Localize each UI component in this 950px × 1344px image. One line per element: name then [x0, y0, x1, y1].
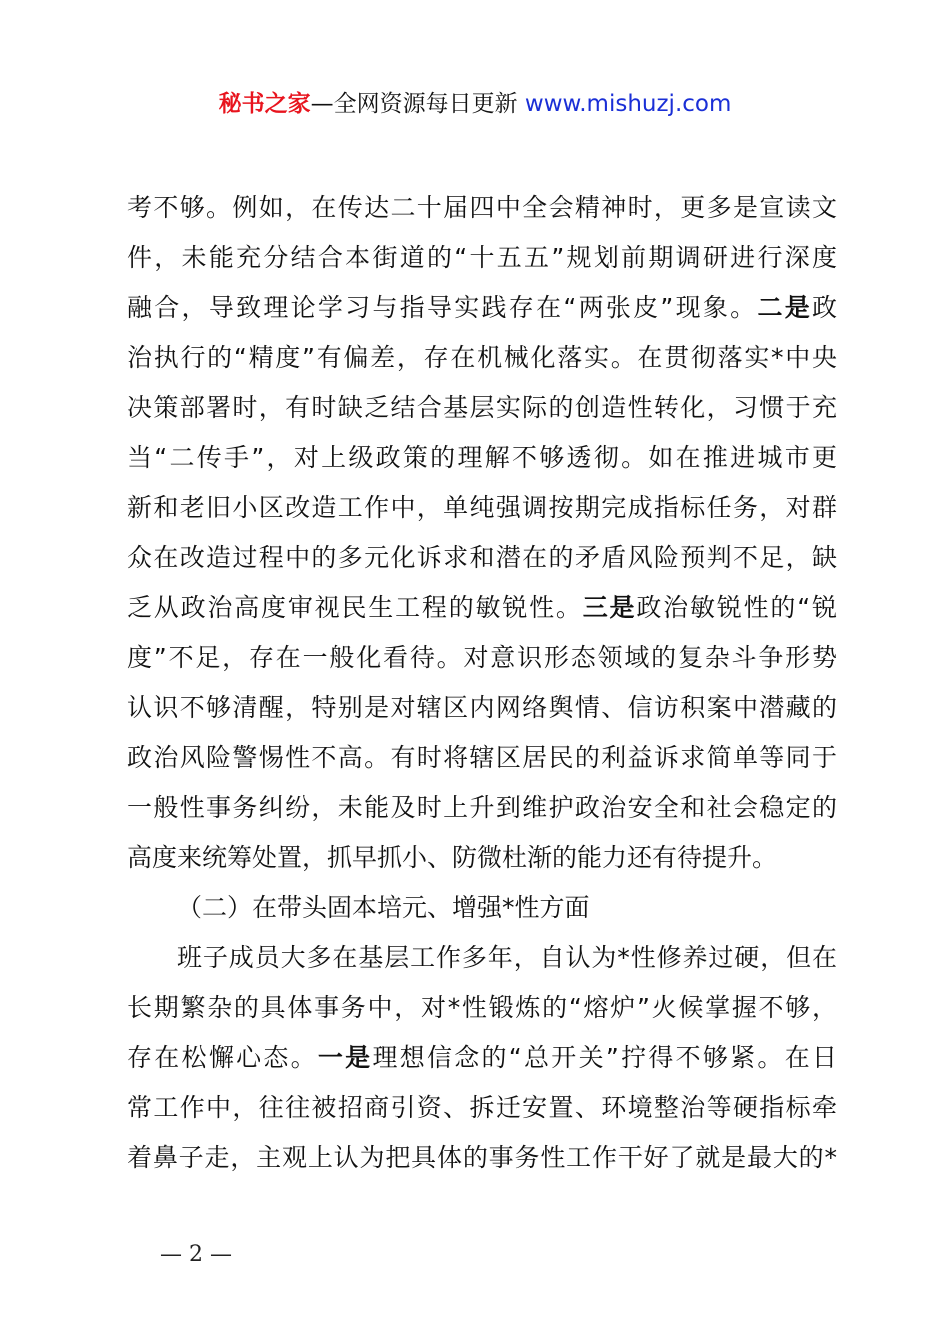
text-run: 政治敏锐性的“锐: [636, 593, 837, 622]
text-run: 乏从政治高度审视民生工程的敏锐性。: [127, 593, 583, 622]
text-line: [127, 183, 837, 233]
text-run: 认识不够清醒，特别是对辖区内网络舆情、信访积案中潜藏的: [127, 693, 837, 722]
text-run: 决策部署时，有时缺乏结合基层实际的创造性转化，习惯于充: [127, 393, 837, 422]
text-line: [127, 283, 837, 333]
brand-name: 秘书之家: [218, 91, 311, 117]
text-run: 治执行的“精度”有偏差，存在机械化落实。在贯彻落实*中央: [127, 343, 837, 372]
text-run: 政治风险警惕性不高。有时将辖区居民的利益诉求简单等同于: [127, 743, 837, 772]
text-line: [127, 583, 837, 633]
text-line: [127, 1133, 837, 1183]
text-line: [127, 333, 837, 383]
text-run: 理想信念的“总开关”拧得不够紧。在日: [372, 1043, 837, 1072]
text-run: 件，未能充分结合本街道的“十五五”规划前期调研进行深度: [127, 243, 837, 272]
text-run: 度”不足，存在一般化看待。对意识形态领域的复杂斗争形势: [127, 643, 837, 672]
text-run: 常工作中，往往被招商引资、拆迁安置、环境整治等硬指标牵: [127, 1093, 837, 1122]
text-run: 政: [811, 293, 837, 322]
text-run: 班子成员大多在基层工作多年，自认为*性修养过硬，但在: [177, 943, 837, 972]
site-header: [0, 88, 950, 120]
emphasis-marker: 一是: [317, 1043, 373, 1072]
text-line: [127, 533, 837, 583]
page-number: — 2 —: [160, 1242, 232, 1267]
text-run: 高度来统筹处置，抓早抓小、防微杜渐的能力还有待提升。: [127, 843, 778, 872]
text-line: [127, 983, 837, 1033]
text-line: [127, 733, 837, 783]
text-run: 着鼻子走，主观上认为把具体的事务性工作干好了就是最大的*: [127, 1143, 837, 1172]
text-line: [127, 483, 837, 533]
text-run: 众在改造过程中的多元化诉求和潜在的矛盾风险预判不足，缺: [127, 543, 837, 572]
text-run: 长期繁杂的具体事务中，对*性锻炼的“熔炉”火候掌握不够，: [127, 993, 837, 1022]
text-line: [127, 933, 837, 983]
text-line: [127, 233, 837, 283]
emphasis-marker: 三是: [582, 593, 637, 622]
document-body: [127, 183, 837, 1183]
text-run: 当“二传手”，对上级政策的理解不够透彻。如在推进城市更: [127, 443, 837, 472]
text-run: 新和老旧小区改造工作中，单纯强调按期完成指标任务，对群: [127, 493, 837, 522]
text-line: [127, 1083, 837, 1133]
text-line: [127, 833, 837, 883]
text-run: 考不够。例如，在传达二十届四中全会精神时，更多是宣读文: [127, 193, 837, 222]
emphasis-marker: 二是: [757, 293, 812, 322]
text-line: [127, 683, 837, 733]
text-line: [127, 1033, 837, 1083]
text-run: （二）在带头固本培元、增强*性方面: [177, 893, 590, 922]
text-line: [127, 433, 837, 483]
text-line: [127, 633, 837, 683]
text-run: 一般性事务纠纷，未能及时上升到维护政治安全和社会稳定的: [127, 793, 837, 822]
site-url-link[interactable]: www.mishuzj.com: [524, 91, 732, 117]
text-line: [127, 383, 837, 433]
header-tagline: —全网资源每日更新: [310, 91, 518, 117]
text-line: [127, 783, 837, 833]
text-run: 存在松懈心态。: [127, 1043, 318, 1072]
text-run: 融合，导致理论学习与指导实践存在“两张皮”现象。: [127, 293, 758, 322]
section-heading: [127, 883, 837, 933]
